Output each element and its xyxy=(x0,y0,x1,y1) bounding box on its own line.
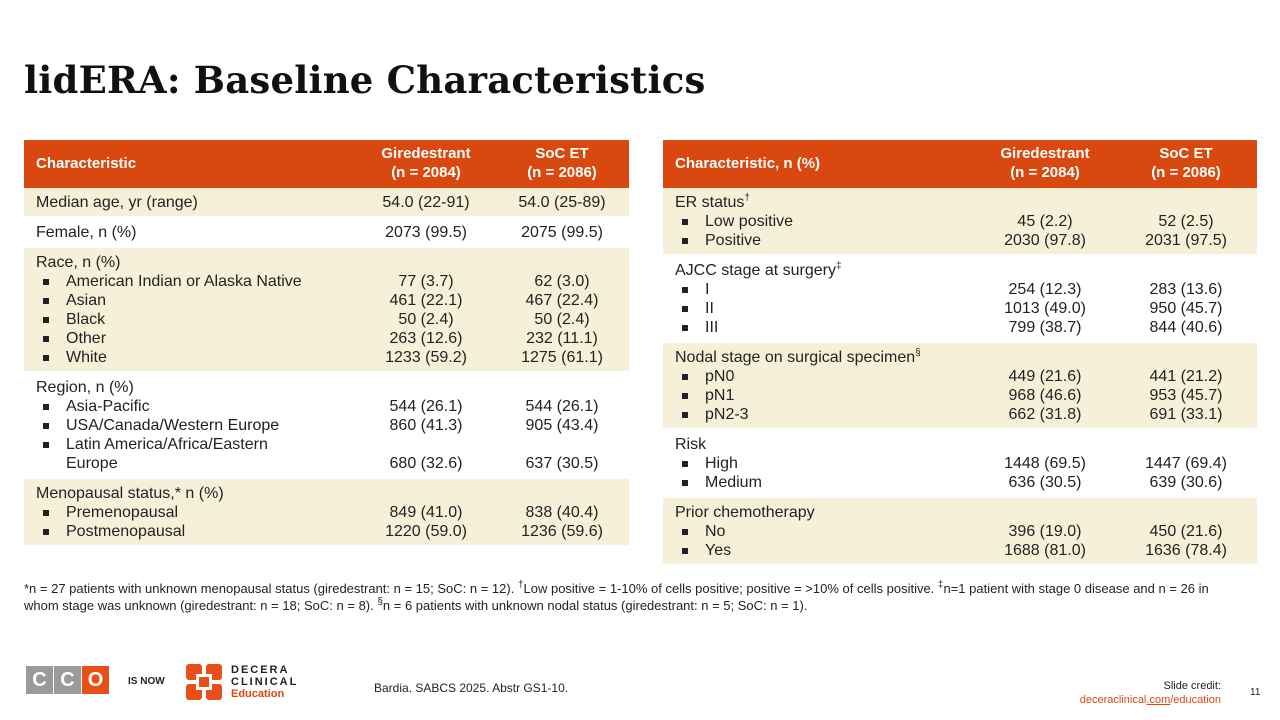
sub-label: Yes xyxy=(675,541,963,560)
group-label: Nodal stage on surgical specimen§ xyxy=(675,347,921,366)
row-group-region xyxy=(24,372,629,478)
cell-soc: 544 (26.1) xyxy=(525,398,599,415)
footnote: *n = 27 patients with unknown menopausal status (giredestrant: n = 15; SoC: n = 12). †Low positive = 1-10% of cells positive; positive = >10% of cells positive. ‡n=1 patient with stage 0 disease and n = 26 in whom stage was unknown (giredestrant: n = 18; SoC: n = 8). §n = 6 patients with unknown nodal status (giredestrant: n = 5; SoC: n = 1). xyxy=(24,579,1209,613)
sub-label: pN2-3 xyxy=(675,405,963,424)
cell-giredestrant: 396 (19.0) xyxy=(1008,523,1082,540)
credit-link[interactable]: deceraclinical.com/education xyxy=(1079,694,1221,706)
cell-soc: 637 (30.5) xyxy=(525,455,599,472)
cell-soc: 50 (2.4) xyxy=(534,311,590,328)
footnote-mark: ‡ xyxy=(835,260,842,272)
sub-label: Other xyxy=(36,329,345,348)
row-label: Median age, yr (range) xyxy=(36,194,198,211)
decera-logo-text: DECERA CLINICAL Education xyxy=(231,664,299,700)
cell-soc: 1236 (59.6) xyxy=(521,523,603,540)
footnote-mark: ‡ xyxy=(937,579,944,591)
cco-logo-letter: C xyxy=(26,666,53,694)
cco-logo-letter: O xyxy=(82,666,109,694)
sub-label: Latin America/Africa/Eastern xyxy=(36,435,345,454)
group-label: Region, n (%) xyxy=(36,379,134,396)
cell-giredestrant: 544 (26.1) xyxy=(389,398,463,415)
row-group-race xyxy=(24,247,629,372)
row-group-ajcc-stage xyxy=(663,255,1257,342)
footnote-mark: † xyxy=(744,192,750,204)
page-number: 11 xyxy=(1250,687,1261,698)
decera-logo-icon xyxy=(186,664,222,700)
cell-soc: 1447 (69.4) xyxy=(1145,455,1227,472)
cell-soc: 2031 (97.5) xyxy=(1145,232,1227,249)
row-group-menopausal xyxy=(24,478,629,545)
sub-label: Premenopausal xyxy=(36,503,345,522)
cell-giredestrant: 263 (12.6) xyxy=(389,330,463,347)
baseline-table-right xyxy=(663,140,1257,564)
cell-giredestrant: 2030 (97.8) xyxy=(1004,232,1086,249)
cell-soc: 953 (45.7) xyxy=(1149,387,1223,404)
sub-label-continued: Europe xyxy=(66,455,118,472)
sub-label: White xyxy=(36,348,345,367)
group-label: ER status† xyxy=(675,192,750,211)
group-label: Menopausal status,* n (%) xyxy=(36,485,224,502)
col-header-soc-et: SoC ET (n = 2086) xyxy=(1115,140,1257,188)
cell-soc: 691 (33.1) xyxy=(1149,406,1223,423)
sub-label: Postmenopausal xyxy=(36,522,345,541)
cell-giredestrant: 2073 (99.5) xyxy=(385,224,467,241)
sub-label: II xyxy=(675,299,963,318)
group-label: Risk xyxy=(675,436,707,453)
slide-credit: Slide credit: deceraclinical.com/education xyxy=(1079,680,1221,706)
table-header-row xyxy=(663,140,1257,188)
sub-label: Asian xyxy=(36,291,345,310)
cell-soc: 283 (13.6) xyxy=(1149,281,1223,298)
cell-soc: 62 (3.0) xyxy=(534,273,590,290)
sub-label: USA/Canada/Western Europe xyxy=(36,416,345,435)
sub-label: pN0 xyxy=(675,367,963,386)
cell-giredestrant: 1220 (59.0) xyxy=(385,523,467,540)
cell-giredestrant: 449 (21.6) xyxy=(1008,368,1082,385)
sub-label: Medium xyxy=(675,473,963,492)
sub-label: High xyxy=(675,454,963,473)
row-group-prior-chemo xyxy=(663,497,1257,564)
cell-soc: 905 (43.4) xyxy=(525,417,599,434)
cell-soc: 54.0 (25-89) xyxy=(518,194,606,211)
sub-label: III xyxy=(675,318,963,337)
sub-label: American Indian or Alaska Native xyxy=(36,272,345,291)
sub-label: I xyxy=(675,280,963,299)
cell-giredestrant: 636 (30.5) xyxy=(1008,474,1082,491)
cell-soc: 450 (21.6) xyxy=(1149,523,1223,540)
cco-logo xyxy=(26,666,110,694)
cell-giredestrant: 461 (22.1) xyxy=(389,292,463,309)
group-label: Race, n (%) xyxy=(36,254,121,271)
cell-giredestrant: 680 (32.6) xyxy=(389,455,463,472)
col-header-giredestrant: Giredestrant (n = 2084) xyxy=(975,140,1115,188)
row-group-er-status xyxy=(663,188,1257,255)
cell-giredestrant: 1013 (49.0) xyxy=(1004,300,1086,317)
cell-soc: 441 (21.2) xyxy=(1149,368,1223,385)
cell-soc: 2075 (99.5) xyxy=(521,224,603,241)
group-label: Prior chemotherapy xyxy=(675,504,815,521)
col-header-characteristic: Characteristic, n (%) xyxy=(663,140,975,188)
cell-giredestrant: 1688 (81.0) xyxy=(1004,542,1086,559)
cell-soc: 844 (40.6) xyxy=(1149,319,1223,336)
sub-label: Black xyxy=(36,310,345,329)
cell-soc: 467 (22.4) xyxy=(525,292,599,309)
cell-giredestrant: 50 (2.4) xyxy=(398,311,454,328)
sub-label: No xyxy=(675,522,963,541)
row-label: Female, n (%) xyxy=(36,224,137,241)
footnote-mark: † xyxy=(517,579,524,591)
cell-soc: 52 (2.5) xyxy=(1158,213,1214,230)
cell-soc: 639 (30.6) xyxy=(1149,474,1223,491)
cco-logo-letter: C xyxy=(54,666,81,694)
cell-giredestrant: 1448 (69.5) xyxy=(1004,455,1086,472)
row-female xyxy=(24,217,629,247)
row-group-nodal-stage xyxy=(663,342,1257,429)
page-title: lidERA: Baseline Characteristics xyxy=(24,58,706,102)
cell-soc: 1636 (78.4) xyxy=(1145,542,1227,559)
cell-giredestrant: 54.0 (22-91) xyxy=(382,194,470,211)
col-header-soc-et: SoC ET (n = 2086) xyxy=(495,140,629,188)
cell-soc: 1275 (61.1) xyxy=(521,349,603,366)
cell-giredestrant: 45 (2.2) xyxy=(1017,213,1073,230)
table-header-row xyxy=(24,140,629,188)
sub-label: Positive xyxy=(675,231,963,250)
group-label: AJCC stage at surgery‡ xyxy=(675,260,842,279)
cell-giredestrant: 254 (12.3) xyxy=(1008,281,1082,298)
cell-soc: 950 (45.7) xyxy=(1149,300,1223,317)
sub-label: Low positive xyxy=(675,212,963,231)
cell-giredestrant: 77 (3.7) xyxy=(398,273,454,290)
cell-giredestrant: 968 (46.6) xyxy=(1008,387,1082,404)
cell-soc: 838 (40.4) xyxy=(525,504,599,521)
col-header-giredestrant: Giredestrant (n = 2084) xyxy=(357,140,495,188)
cell-giredestrant: 860 (41.3) xyxy=(389,417,463,434)
cell-giredestrant: 849 (41.0) xyxy=(389,504,463,521)
citation: Bardia. SABCS 2025. Abstr GS1-10. xyxy=(374,681,569,695)
col-header-characteristic: Characteristic xyxy=(24,140,357,188)
sub-label: pN1 xyxy=(675,386,963,405)
cell-giredestrant: 799 (38.7) xyxy=(1008,319,1082,336)
footnote-mark: § xyxy=(915,347,921,359)
baseline-table-left xyxy=(24,140,629,545)
is-now-label: IS NOW xyxy=(128,676,165,687)
cell-giredestrant: 662 (31.8) xyxy=(1008,406,1082,423)
cell-giredestrant: 1233 (59.2) xyxy=(385,349,467,366)
row-median-age xyxy=(24,188,629,217)
footnote-mark: § xyxy=(377,596,383,608)
sub-label: Asia-Pacific xyxy=(36,397,345,416)
cell-soc: 232 (11.1) xyxy=(526,330,598,347)
row-group-risk xyxy=(663,429,1257,497)
